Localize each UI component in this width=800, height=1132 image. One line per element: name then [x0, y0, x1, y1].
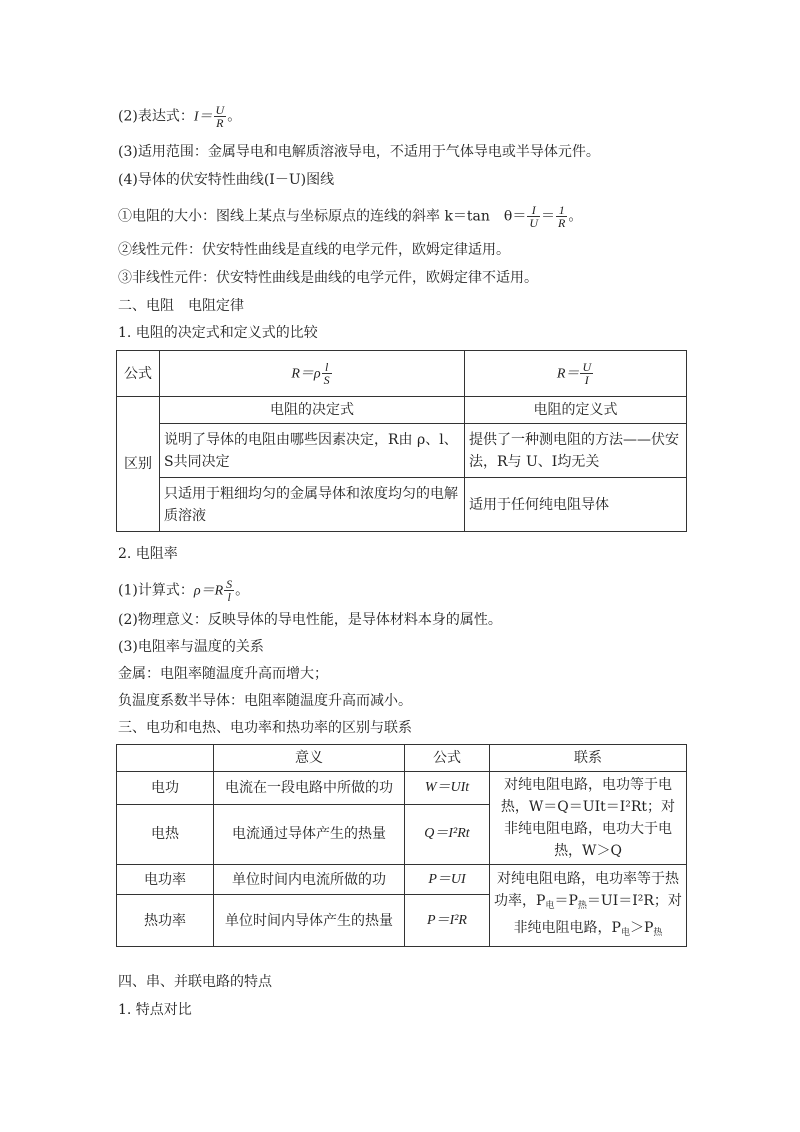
subsection-2-heading: 2. 电阻率: [118, 546, 178, 562]
subsection-4-1-heading: 1. 特点对比: [118, 1002, 192, 1018]
relation-text: ＝P: [554, 892, 578, 909]
table-header-cell: 意义: [214, 745, 405, 772]
column-header-cell: 电阻的定义式: [465, 397, 687, 424]
relation-text: ＞P: [630, 919, 654, 936]
expression-end: 。: [227, 108, 242, 125]
iv-curve-heading: (4)导体的伏安特性曲线(I－U)图线: [118, 172, 335, 188]
temperature-heading: (3)电阻率与温度的关系: [118, 639, 264, 655]
relation-subscript: 热: [577, 900, 587, 911]
relation-text: 对纯电阻电路，电功率等于热功率，P: [494, 870, 679, 909]
row-name-cell: 电热: [117, 804, 214, 864]
meaning-cell: 电流通过导体产生的热量: [214, 804, 405, 864]
fraction-numerator: S: [226, 577, 233, 591]
table-row: [117, 397, 687, 424]
table-row: [117, 745, 687, 772]
relation-cell: 对纯电阻电路，电功等于电热，W＝Q＝UIt＝I²Rt；对非纯电阻电路，电功大于电热，W＞Q: [490, 772, 687, 865]
fraction-numerator: I: [527, 204, 540, 217]
relation-subscript: 热: [653, 927, 663, 938]
table-row: [117, 351, 687, 397]
meaning-cell: 单位时间内导体产生的热量: [214, 895, 405, 947]
fraction-numerator: l: [322, 361, 332, 374]
expression-fraction: [214, 104, 227, 129]
table-cell: 只适用于粗细均匀的金属导体和浓度均匀的电解质溶液: [160, 478, 465, 532]
resistance-comparison-table: [116, 350, 687, 532]
row-name-cell: 电功率: [117, 865, 214, 895]
table-row: [117, 424, 687, 478]
calc-formula-line: [118, 578, 249, 603]
table-row: [117, 478, 687, 532]
expression-label: (2)表达式：: [118, 108, 194, 125]
resistance-text: ①电阻的大小：图线上某点与坐标原点的连线的斜率 k＝tan θ＝: [118, 208, 527, 225]
fraction-denominator: l: [227, 590, 231, 604]
meaning-cell: 单位时间内电流所做的功: [214, 865, 405, 895]
fraction-numerator: U: [215, 103, 225, 117]
fraction-denominator: R: [558, 216, 566, 230]
table-cell: 说明了导体的电阻由哪些因素决定，R由 ρ、l、S共同决定: [160, 424, 465, 478]
section-4-heading: 四、串、并联电路的特点: [118, 974, 272, 990]
table-cell: 提供了一种测电阻的方法——伏安法，R与 U、I均无关: [465, 424, 687, 478]
formula-left-fraction: [322, 361, 332, 386]
formula-right-fraction: [580, 361, 593, 386]
formula-cell: P＝I²R: [405, 895, 490, 947]
metal-line: 金属：电阻率随温度升高而增大；: [118, 666, 328, 682]
table-row: [117, 865, 687, 895]
column-header-cell: 电阻的决定式: [160, 397, 465, 424]
fraction-numerator: 1: [556, 204, 567, 217]
relation-subscript: 电: [620, 927, 630, 938]
relation-cell: [490, 865, 687, 947]
section-2-heading: 二、电阻 电阻定律: [118, 298, 244, 314]
table-header-cell: 公式: [405, 745, 490, 772]
row-name-cell: 热功率: [117, 895, 214, 947]
formula-left-lhs: R＝ρ: [291, 366, 321, 382]
formula-right-cell: [465, 351, 687, 397]
formula-header-cell: 公式: [117, 351, 160, 397]
nonlinear-element-line: ③非线性元件：伏安特性曲线是曲线的电学元件，欧姆定律不适用。: [118, 270, 538, 286]
power-comparison-table: [116, 744, 687, 947]
table-header-cell: [117, 745, 214, 772]
table-cell: 适用于任何纯电阻导体: [465, 478, 687, 532]
calc-end: 。: [235, 582, 250, 599]
formula-cell: Q＝I²Rt: [405, 804, 490, 864]
row-name-cell: 电功: [117, 772, 214, 805]
formula-cell: P＝UI: [405, 865, 490, 895]
fraction-denominator: S: [323, 373, 330, 387]
resistance-line: [118, 204, 582, 229]
linear-element-line: ②线性元件：伏安特性曲线是直线的电学元件，欧姆定律适用。: [118, 242, 510, 258]
fraction-denominator: R: [216, 116, 224, 130]
fraction-denominator: U: [529, 216, 539, 230]
fraction-denominator: I: [584, 373, 589, 387]
calc-fraction: [224, 578, 234, 603]
calc-lhs: ρ＝R: [193, 583, 224, 599]
equals-sign: ＝: [541, 208, 556, 225]
relation-subscript: 电: [545, 900, 555, 911]
formula-left-cell: [160, 351, 465, 397]
relation-text: ＝UI＝I²R；对非纯电阻电路，P: [513, 892, 682, 936]
semiconductor-line: 负温度系数半导体：电阻率随温度升高而减小。: [118, 693, 412, 709]
formula-right-lhs: R＝: [556, 366, 580, 382]
physical-meaning-line: (2)物理意义：反映导体的导电性能，是导体材料本身的属性。: [118, 612, 502, 628]
scope-line: (3)适用范围：金属导电和电解质溶液导电，不适用于气体导电或半导体元件。: [118, 144, 600, 160]
difference-header-cell: 区别: [117, 397, 160, 532]
table-row: [117, 772, 687, 805]
subsection-1-heading: 1. 电阻的决定式和定义式的比较: [118, 325, 318, 341]
expression-lhs: I＝: [193, 109, 213, 125]
expression-line: [118, 104, 241, 129]
slope-fraction: [527, 204, 540, 229]
section-3-heading: 三、电功和电热、电功率和热功率的区别与联系: [118, 720, 412, 736]
meaning-cell: 电流在一段电路中所做的功: [214, 772, 405, 805]
table-header-cell: 联系: [490, 745, 687, 772]
fraction-numerator: U: [582, 360, 592, 374]
formula-cell: W＝UIt: [405, 772, 490, 805]
inverse-r-fraction: [556, 204, 567, 229]
resistance-end: 。: [568, 208, 583, 225]
calc-label: (1)计算式：: [118, 582, 194, 599]
